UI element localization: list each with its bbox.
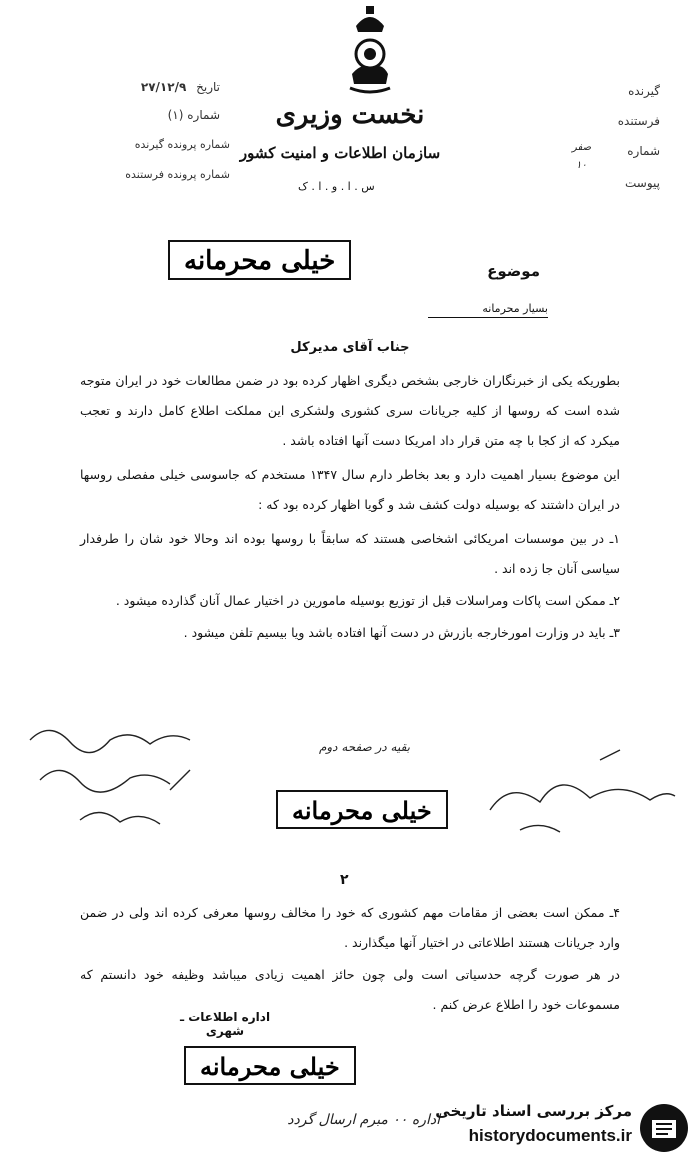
field-attachment: پیوست xyxy=(625,176,660,190)
number-field xyxy=(150,108,220,122)
lion-and-sun-emblem-icon xyxy=(342,4,398,100)
watermark-url: historydocuments.ir xyxy=(468,1126,632,1145)
number-label: شماره xyxy=(187,108,220,122)
classification-stamp-middle: خیلی محرمانه xyxy=(276,790,448,829)
list-item-1: ۱ـ در بین موسسات امریکائی اشخاصی هستند که سابقاً با روسها بوده اند وحالا خود شان را طرفدار سیاسی آنان جا زده اند . xyxy=(80,531,620,576)
handwritten-signature-right xyxy=(480,740,680,850)
sender-signature: اداره اطلاعات ـ شهری xyxy=(179,1010,271,1038)
date-value: ۲۷/۱۲/۹ xyxy=(140,80,187,94)
archive-logo-icon xyxy=(638,1102,690,1154)
sender-ref-field: شماره پرونده فرستنده xyxy=(125,168,230,181)
subject-value: بسیار محرمانه xyxy=(428,302,548,318)
page-number: ۲ xyxy=(340,872,349,888)
org-title: نخست وزیری xyxy=(275,100,425,130)
list-item-2: ۲ـ ممکن است پاکات ومراسلات قبل از توزیع بوسیله مامورین در اختیار عمال آنان گذارده میشود . xyxy=(115,593,620,608)
classification-stamp-bottom: خیلی محرمانه xyxy=(184,1046,356,1085)
handwritten-annotation-left xyxy=(20,700,220,860)
recipient-ref-field: شماره پرونده گیرنده xyxy=(134,138,230,151)
number-value: (۱) xyxy=(167,108,184,122)
list-item-3: ۳ـ باید در وزارت امورخارجه بازرش در دست آنها افتاده باشد ویا بیسیم تلفن میشود . xyxy=(183,625,620,640)
field-number: شماره xyxy=(627,144,660,158)
org-subtitle: سازمان اطلاعات و امنیت کشور xyxy=(239,144,441,162)
salutation: جناب آقای مدیرکل xyxy=(290,340,410,355)
watermark-title: مرکز بررسی اسناد تاریخی xyxy=(435,1102,632,1120)
left-mark-1: صفر xyxy=(572,142,592,153)
date-label: تاریخ xyxy=(196,80,220,94)
classification-stamp-top: خیلی محرمانه xyxy=(168,240,351,280)
paragraph-2: این موضوع بسیار اهمیت دارد و بعد بخاطر دارم سال ۱۳۴۷ مستخدم که جاسوسی خیلی مفصلی روسها در ایران داشتند که بوسیله دولت کشف شد و گویا اظهار کرده بود که : xyxy=(80,467,620,512)
watermark xyxy=(420,1100,690,1160)
subject-label: موضوع xyxy=(487,262,540,280)
page2-body xyxy=(80,898,620,1020)
field-sender: فرستنده xyxy=(617,114,660,128)
field-recipient: گیرنده xyxy=(628,84,660,98)
list-item-4: ۴ـ ممکن است بعضی از مقامات مهم کشوری که خود را مخالف روسها معرفی کرده اند ولی در ضمن وارد جریانات هستند اطلاعاتی در اختیار آنها میگذارند . xyxy=(80,905,620,950)
paragraph-1: بطوریکه یکی از خبرنگاران خارجی بشخص دیگری اظهار کرده بود در ضمن مطالعات خود در ایران متوجه شده است که روسها از کلیه جریانات سری کشوری ولشکری این مملکت اطلاع کامل دارند و تعجب میکرد که از کجا با چه متن قرار داد امریکا دست آنها افتاده باشد . xyxy=(80,373,620,448)
continuation-note: بقیه در صفحه دوم xyxy=(318,740,410,754)
date-field xyxy=(110,80,220,94)
org-code: س . ا . و . ا . ک xyxy=(298,180,375,193)
handwritten-note: اداره ۰۰ مبرم ارسال گردد xyxy=(287,1112,440,1128)
page1-body xyxy=(80,366,620,648)
closing-paragraph: در هر صورت گرچه حدسیاتی است ولی چون حائز اهمیت زیادی میباشد وظیفه خود دانستم که مسموعات خود را اطلاع عرض کنم . xyxy=(80,967,620,1012)
left-mark-2: ۱۰ xyxy=(576,160,587,171)
